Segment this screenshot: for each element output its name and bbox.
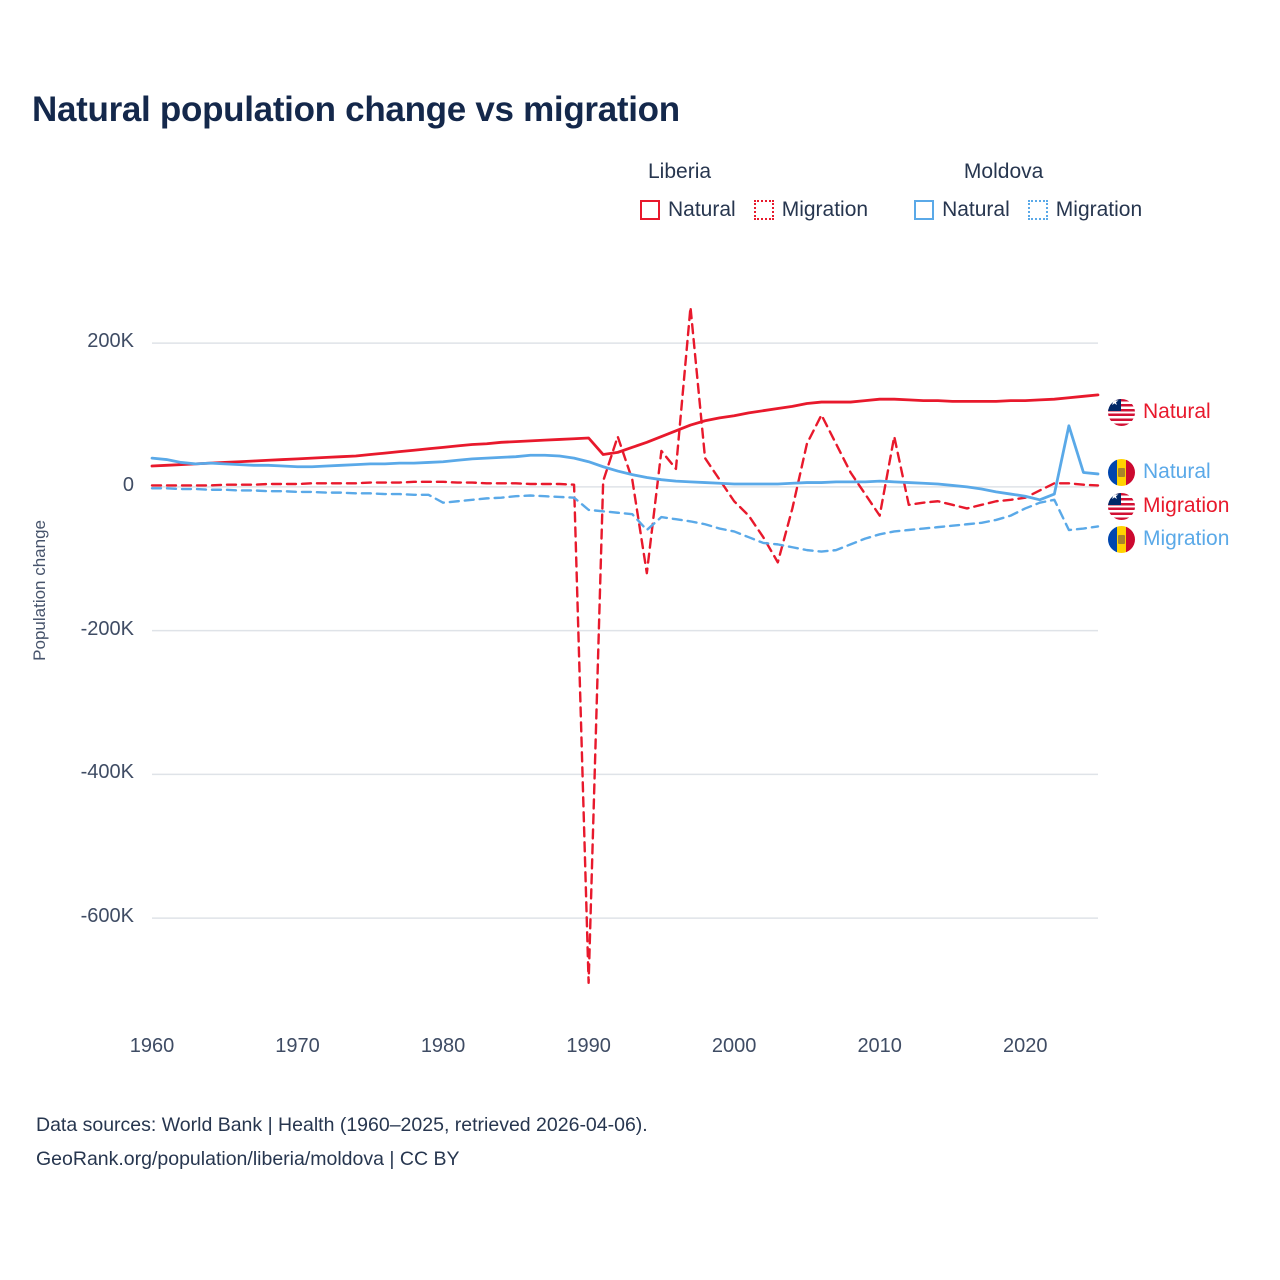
x-axis-tick-label: 1970 <box>275 1035 320 1057</box>
gridlines <box>152 343 1098 918</box>
x-axis-tick-label: 2000 <box>711 1035 757 1057</box>
series-end-label <box>1108 493 1229 520</box>
series-line <box>152 426 1098 500</box>
x-axis-tick-label: 1990 <box>566 1035 611 1057</box>
chart-footer <box>36 1108 648 1176</box>
legend-group-title-moldova: Moldova <box>963 160 1044 183</box>
series-end-label <box>1108 526 1229 553</box>
series-end-label-text: Migration <box>1143 494 1230 518</box>
y-axis-tick-label: 200K <box>87 330 134 353</box>
liberia-flag-icon <box>1108 493 1135 520</box>
series-end-label <box>1108 459 1211 486</box>
page-title: Natural population change vs migration <box>32 90 680 129</box>
y-axis-tick-label: -600K <box>80 905 134 928</box>
legend-label: Migration <box>1055 198 1143 221</box>
y-axis-tick-label: -200K <box>80 617 134 640</box>
x-axis-tick-label: 1960 <box>129 1035 175 1057</box>
legend-group-title-liberia: Liberia <box>648 160 712 183</box>
x-axis-tick-label: 2010 <box>857 1035 902 1057</box>
moldova-flag-icon <box>1108 459 1135 486</box>
moldova-flag-icon <box>1108 526 1135 553</box>
legend-label: Natural <box>942 198 1010 221</box>
x-axis-tick-label: 2020 <box>1002 1035 1048 1057</box>
footer-line-sources: Data sources: World Bank | Health (1960–2025, retrieved 2026-04-06). <box>36 1114 648 1136</box>
liberia-flag-icon <box>1108 399 1135 426</box>
x-axis-tick-label: 1980 <box>420 1035 466 1057</box>
series-line <box>152 488 1098 551</box>
series-line <box>152 307 1098 983</box>
footer-line-attribution: GeoRank.org/population/liberia/moldova | CC BY <box>36 1148 460 1170</box>
series-end-label-text: Natural <box>1143 400 1211 424</box>
y-axis-tick-label: -400K <box>80 761 134 784</box>
legend-label: Migration <box>781 198 869 221</box>
series-end-label <box>1108 399 1211 426</box>
series-end-label-text: Natural <box>1143 460 1211 484</box>
data-lines <box>152 307 1098 983</box>
series-end-label-text: Migration <box>1143 527 1230 551</box>
y-axis-tick-label: 0 <box>122 473 134 496</box>
y-axis-title: Population change <box>30 520 49 661</box>
legend-label: Natural <box>668 198 736 221</box>
